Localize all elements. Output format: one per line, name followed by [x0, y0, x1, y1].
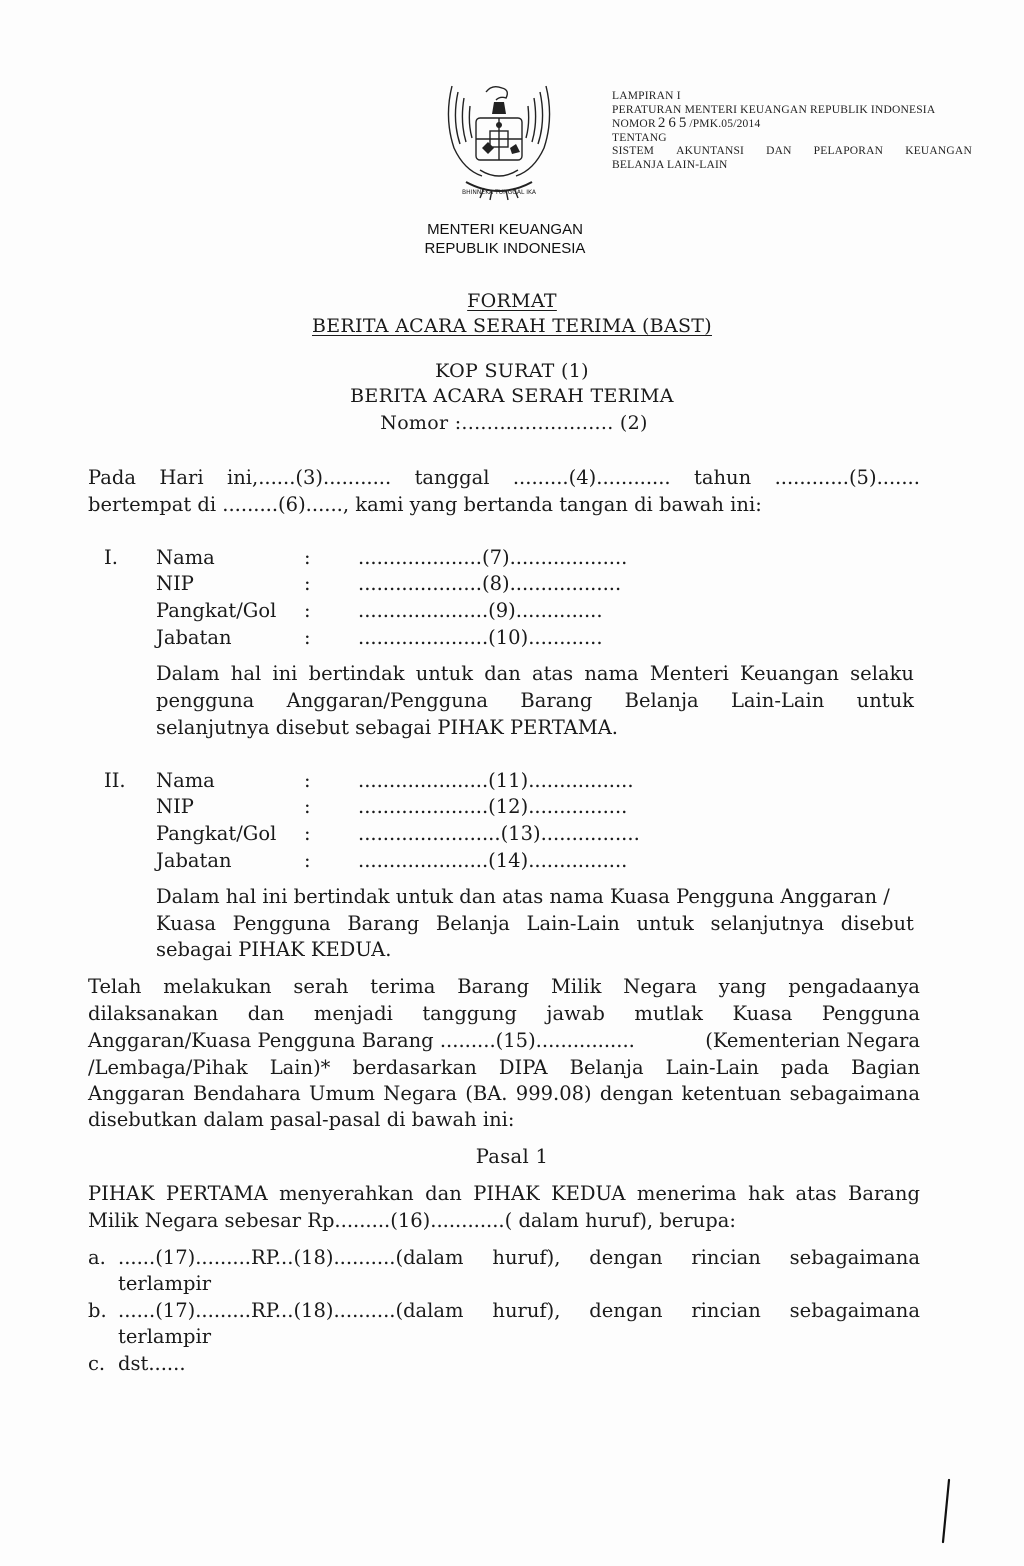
handover-word: Negara — [383, 1082, 457, 1105]
handover-line-4 — [88, 1056, 920, 1079]
party1-colon: : — [304, 599, 311, 622]
intro-line-1 — [88, 466, 920, 489]
intro-word: ini,......(3)........... — [226, 466, 392, 489]
intro-word: Hari — [159, 466, 204, 489]
desc-word: pengguna — [156, 689, 255, 712]
pasal-word: Barang — [848, 1182, 920, 1205]
desc-word: untuk — [856, 689, 914, 712]
intro-word: Pada — [88, 466, 136, 489]
pasal-word: hak — [748, 1182, 785, 1205]
party1-desc-line-1 — [156, 662, 914, 685]
desc-word: atas — [532, 662, 574, 685]
desc-word: selaku — [850, 662, 914, 685]
party2-label-nama: Nama — [156, 769, 215, 792]
desc-word: Barang — [520, 689, 593, 712]
handover-word: Telah — [88, 975, 142, 998]
list-item-a-cont: terlampir — [118, 1272, 212, 1295]
desc-word: ini — [272, 662, 298, 685]
handover-word: /Lembaga/Pihak — [88, 1056, 248, 1079]
handover-word: terima — [370, 975, 436, 998]
handover-word: Negara — [623, 975, 697, 998]
list-item-b-cont: terlampir — [118, 1325, 212, 1348]
desc-word: Dalam — [156, 662, 220, 685]
party2-desc-line-3: sebagai PIHAK KEDUA. — [156, 938, 392, 961]
handover-word: Anggaran — [88, 1082, 185, 1105]
kop-surat: KOP SURAT (1) — [435, 360, 589, 382]
handover-word: sebagaimana — [789, 1082, 920, 1105]
handover-word: dan — [247, 1002, 285, 1025]
party2-colon: : — [304, 849, 311, 872]
intro-line-2: bertempat di .........(6)......, kami yang bertanda tangan di bawah ini: — [88, 493, 762, 516]
nomor-number: 265 — [657, 115, 690, 131]
party1-colon: : — [304, 546, 311, 569]
party1-label-nip: NIP — [156, 572, 194, 595]
peraturan-label: PERATURAN MENTERI KEUANGAN REPUBLIK INDONESIA — [612, 103, 936, 116]
party1-label-pangkat: Pangkat/Gol — [156, 599, 277, 622]
handover-word: DIPA — [498, 1056, 548, 1079]
pasal-word: PIHAK — [473, 1182, 540, 1205]
subject-word: DAN — [766, 145, 792, 157]
desc-word: untuk — [636, 912, 694, 935]
list-word: rincian — [691, 1246, 761, 1269]
list-word: huruf), — [492, 1299, 561, 1322]
party2-colon: : — [304, 769, 311, 792]
ministry-line-2: REPUBLIK INDONESIA — [424, 240, 586, 257]
list-marker-b: b. — [88, 1299, 107, 1322]
handover-word: (Kementerian Negara — [705, 1029, 920, 1052]
intro-word: tahun — [694, 466, 752, 489]
handover-line-5 — [88, 1082, 920, 1105]
party2-value-jabatan: .....................(14)................ — [358, 849, 628, 872]
subject-word: PELAPORAN — [813, 145, 884, 157]
tentang-label: TENTANG — [612, 131, 667, 144]
party1-value-pangkat: .....................(9).............. — [358, 599, 603, 622]
pasal-word: menyerahkan — [279, 1182, 414, 1205]
party2-desc-line-2 — [156, 912, 914, 935]
party2-numeral: II. — [104, 769, 126, 792]
handover-word: tanggung — [422, 1002, 517, 1025]
party1-colon: : — [304, 626, 311, 649]
party1-label-jabatan: Jabatan — [156, 626, 232, 649]
party2-value-nip: .....................(12)................ — [358, 795, 628, 818]
handover-word: Barang — [457, 975, 530, 998]
lampiran-label: LAMPIRAN I — [612, 90, 681, 102]
list-item-a — [118, 1246, 920, 1269]
list-marker-c: c. — [88, 1352, 106, 1375]
party2-label-jabatan: Jabatan — [156, 849, 232, 872]
subject-line-2: BELANJA LAIN-LAIN — [612, 158, 728, 171]
desc-word: Kuasa — [156, 912, 216, 935]
party1-value-jabatan: .....................(10)............ — [358, 626, 603, 649]
pasal-word: PERTAMA — [165, 1182, 268, 1205]
desc-word: Keuangan — [739, 662, 839, 685]
handover-word: (BA. — [465, 1082, 508, 1105]
format-title-text: FORMAT — [467, 290, 557, 312]
list-word: huruf), — [492, 1246, 561, 1269]
party2-desc-line-1: Dalam hal ini bertindak untuk dan atas nama Kuasa Pengguna Anggaran / — [156, 885, 890, 908]
desc-word: hal — [230, 662, 262, 685]
desc-word: Belanja — [624, 689, 699, 712]
intro-word: .........(4)............ — [512, 466, 671, 489]
nomor-prefix: NOMOR — [612, 118, 656, 130]
desc-word: Pengguna — [232, 912, 331, 935]
desc-word: Anggaran/Pengguna — [286, 689, 489, 712]
format-title — [0, 290, 1024, 312]
party1-label-nama: Nama — [156, 546, 215, 569]
desc-word: Belanja — [435, 912, 510, 935]
subject-word: AKUNTANSI — [676, 145, 745, 157]
desc-word: bertindak — [308, 662, 405, 685]
handover-word: Bendahara — [193, 1082, 301, 1105]
party1-value-nama: ....................(7)................... — [358, 546, 628, 569]
pasal1-line-2: Milik Negara sebesar Rp.........(16)............( dalam huruf), berupa: — [88, 1209, 736, 1232]
handover-word: Umum — [309, 1082, 375, 1105]
pasal1-line-1 — [88, 1182, 920, 1205]
handover-line-2 — [88, 1002, 920, 1025]
subject-word: KEUANGAN — [905, 145, 972, 157]
desc-word: selanjutnya — [710, 912, 825, 935]
handover-word: Lain)* — [269, 1056, 331, 1079]
handover-word: melakukan — [163, 975, 272, 998]
list-word: ......(17).........RP...(18)..........(dalam — [118, 1299, 464, 1322]
handover-word: mutlak — [634, 1002, 703, 1025]
ministry-label — [380, 220, 630, 258]
handover-word: yang — [718, 975, 767, 998]
handover-word: pada — [780, 1056, 830, 1079]
handover-word: 999.08) — [515, 1082, 592, 1105]
party1-value-nip: ....................(8).................. — [358, 572, 622, 595]
handover-word: serah — [293, 975, 349, 998]
lampiran-header — [612, 90, 972, 172]
handover-word: Bagian — [851, 1056, 920, 1079]
list-word: ......(17).........RP...(18)..........(dalam — [118, 1246, 464, 1269]
party1-colon: : — [304, 572, 311, 595]
desc-word: untuk — [415, 662, 474, 685]
party1-numeral: I. — [104, 546, 118, 569]
desc-word: nama — [584, 662, 639, 685]
bast-title-text: BERITA ACARA SERAH TERIMA (BAST) — [312, 315, 712, 337]
party1-desc-line-3: selanjutnya disebut sebagai PIHAK PERTAMA. — [156, 716, 618, 739]
list-word: rincian — [691, 1299, 761, 1322]
document-heading: BERITA ACARA SERAH TERIMA — [350, 385, 674, 407]
intro-word: tanggal — [414, 466, 490, 489]
list-marker-a: a. — [88, 1246, 106, 1269]
handover-line-1 — [88, 975, 920, 998]
pasal-word: PIHAK — [88, 1182, 155, 1205]
pasal-1-heading: Pasal 1 — [475, 1145, 549, 1168]
handover-word: Anggaran/Kuasa Pengguna Barang .........(15)................ — [88, 1029, 635, 1052]
pasal-word: dan — [425, 1182, 462, 1205]
desc-word: Lain-Lain — [526, 912, 620, 935]
handover-word: jawab — [546, 1002, 605, 1025]
ministry-line-1: MENTERI KEUANGAN — [427, 221, 583, 238]
party2-label-pangkat: Pangkat/Gol — [156, 822, 277, 845]
desc-word: disebut — [840, 912, 914, 935]
emblem-ribbon: BHINNEKA TUNGGAL IKA — [462, 189, 536, 196]
party2-value-nama: .....................(11)................. — [358, 769, 634, 792]
list-word: sebagaimana — [789, 1299, 920, 1322]
list-word: dengan — [589, 1299, 663, 1322]
bast-title — [0, 315, 1024, 337]
intro-word: ............(5)....... — [774, 466, 920, 489]
handover-word: dilaksanakan — [88, 1002, 219, 1025]
handover-word: ketentuan — [681, 1082, 782, 1105]
desc-word: Barang — [347, 912, 420, 935]
list-item-c: dst...... — [118, 1352, 186, 1375]
handover-word: Milik — [550, 975, 602, 998]
list-item-b — [118, 1299, 920, 1322]
pasal-word: KEDUA — [551, 1182, 626, 1205]
party1-desc-line-2 — [156, 689, 914, 712]
garuda-emblem-icon — [430, 78, 568, 203]
pasal-word: atas — [795, 1182, 837, 1205]
handover-word: Belanja — [569, 1056, 644, 1079]
nomor-suffix: /PMK.05/2014 — [689, 118, 761, 130]
party2-colon: : — [304, 822, 311, 845]
list-word: sebagaimana — [789, 1246, 920, 1269]
paraf-mark-icon — [940, 1478, 952, 1544]
handover-word: berdasarkan — [352, 1056, 477, 1079]
desc-word: Menteri — [649, 662, 729, 685]
desc-word: Lain-Lain — [730, 689, 825, 712]
handover-word: Pengguna — [821, 1002, 920, 1025]
party2-colon: : — [304, 795, 311, 818]
subject-word: SISTEM — [612, 145, 655, 157]
document-number: Nomor :........................ (2) — [380, 412, 648, 434]
handover-word: Lain-Lain — [665, 1056, 759, 1079]
handover-word: pengadaanya — [788, 975, 920, 998]
handover-word: menjadi — [313, 1002, 393, 1025]
handover-line-3 — [88, 1029, 920, 1052]
nomor-line — [612, 117, 972, 132]
party2-value-pangkat: .......................(13)................ — [358, 822, 640, 845]
handover-word: Kuasa — [732, 1002, 793, 1025]
desc-word: dan — [484, 662, 521, 685]
pasal-word: menerima — [636, 1182, 737, 1205]
list-word: dengan — [589, 1246, 663, 1269]
subject-line-1 — [612, 145, 972, 159]
handover-word: dengan — [599, 1082, 674, 1105]
party2-label-nip: NIP — [156, 795, 194, 818]
handover-line-6: disebutkan dalam pasal-pasal di bawah ini: — [88, 1108, 515, 1131]
